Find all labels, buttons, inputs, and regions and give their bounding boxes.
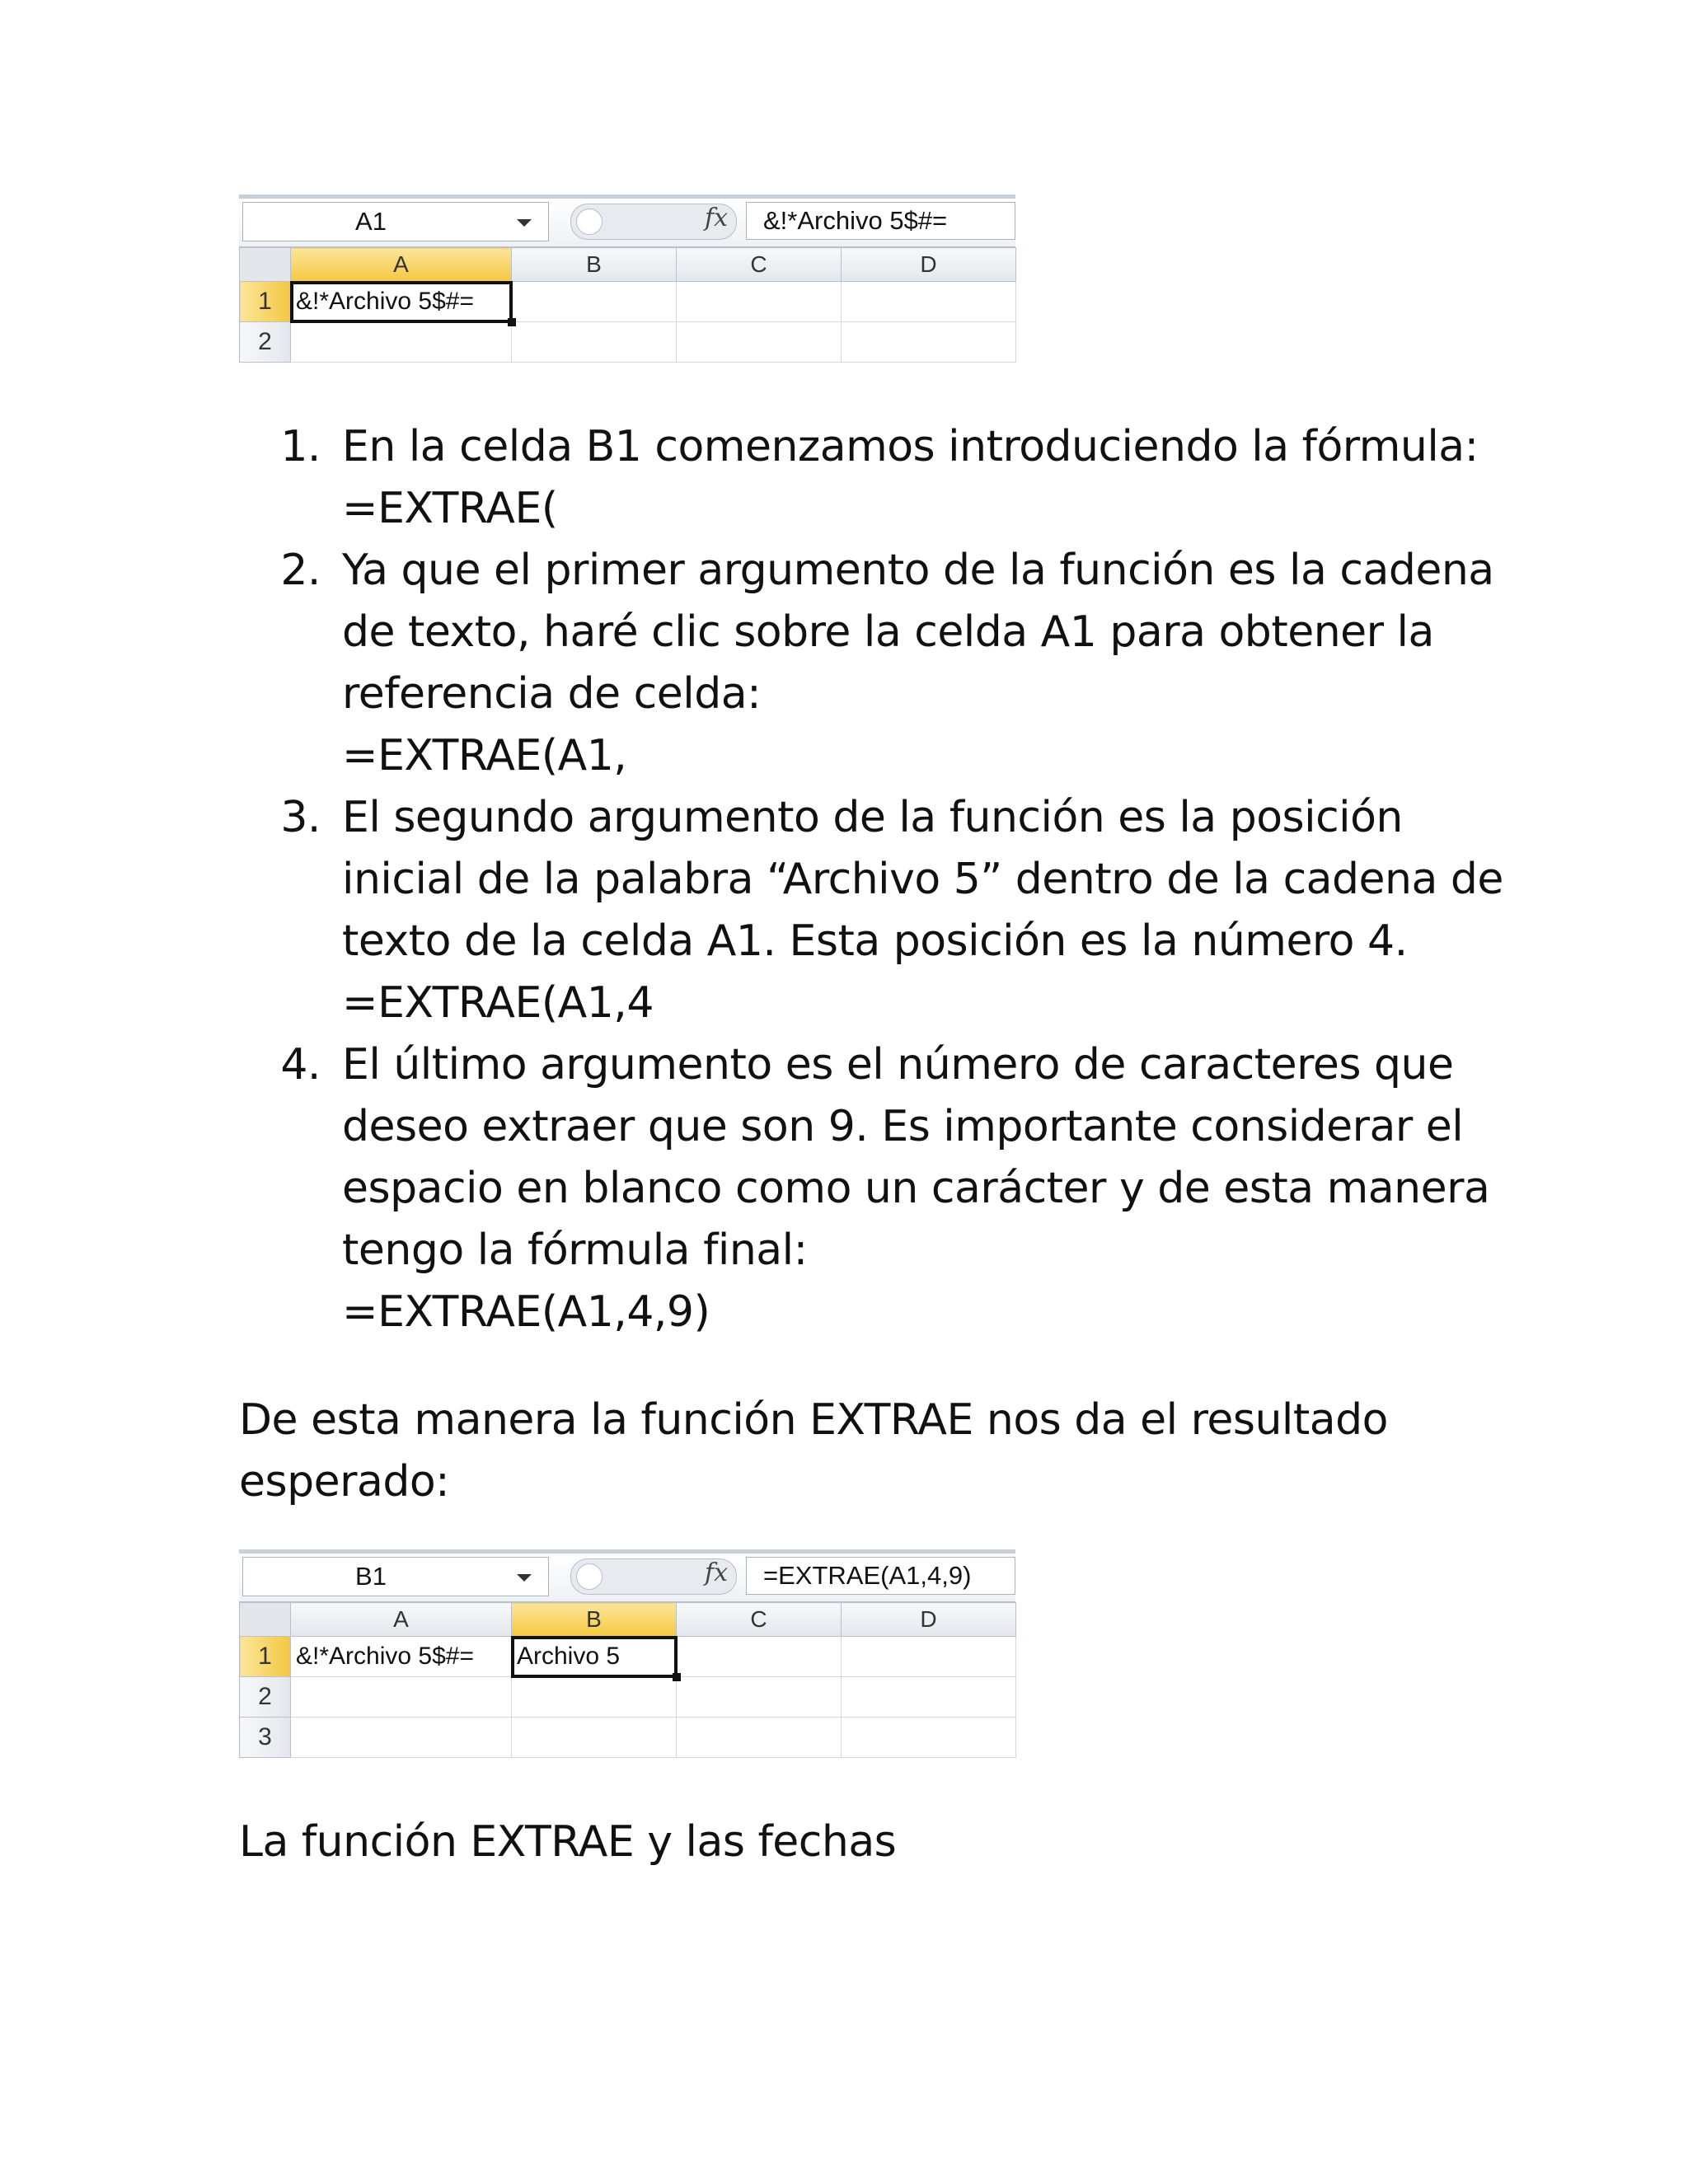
cell-a1[interactable]: &!*Archivo 5$#=: [291, 1637, 512, 1677]
cell-d3[interactable]: [842, 1718, 1016, 1758]
grid: [239, 247, 1016, 363]
cell-a2[interactable]: [291, 322, 512, 363]
select-all-corner[interactable]: [240, 248, 291, 282]
step-formula: =EXTRAE(A1,4,9): [342, 1287, 710, 1337]
table-row: [240, 1718, 1016, 1758]
step-text: En la celda B1 comenzamos introduciendo la fórmula:: [342, 422, 1479, 471]
name-box[interactable]: [242, 1557, 549, 1596]
column-header-c[interactable]: C: [677, 1603, 842, 1637]
step-text: Ya que el primer argumento de la función es la cadena de texto, haré clic sobre la celda A1 para obtener la referencia de celda:: [342, 546, 1494, 719]
cell-a2[interactable]: [291, 1677, 512, 1718]
spreadsheet-screenshot-1: [239, 194, 1015, 363]
row-header-1[interactable]: 1: [240, 1637, 291, 1677]
steps-list: [239, 416, 1523, 1343]
cell-c2[interactable]: [677, 1677, 842, 1718]
row-header-2[interactable]: 2: [240, 1677, 291, 1718]
cell-c3[interactable]: [677, 1718, 842, 1758]
table-row: [240, 282, 1016, 322]
cell-b2[interactable]: [512, 1677, 677, 1718]
table-row: [240, 1677, 1016, 1718]
cell-d1[interactable]: [842, 1637, 1016, 1677]
list-item: [334, 416, 1523, 540]
cell-a1[interactable]: &!*Archivo 5$#=: [291, 282, 512, 322]
column-header-a[interactable]: A: [291, 1603, 512, 1637]
formula-input[interactable]: [746, 1557, 1015, 1595]
insert-function-icon[interactable]: fx: [705, 1558, 729, 1587]
column-header-d[interactable]: D: [842, 1603, 1016, 1637]
step-text: El segundo argumento de la función es la posición inicial de la palabra “Archivo 5” dentro de la cadena de texto de la celda A1. Esta posición es la número 4.: [342, 793, 1503, 966]
cell-d2[interactable]: [842, 322, 1016, 363]
table-row: [240, 322, 1016, 363]
cell-b1[interactable]: Archivo 5: [512, 1637, 677, 1677]
section-heading: La función EXTRAE y las fechas: [239, 1817, 897, 1867]
chevron-down-icon[interactable]: [517, 219, 532, 227]
cell-c1[interactable]: [677, 1637, 842, 1677]
column-header-a[interactable]: A: [291, 248, 512, 282]
name-box[interactable]: [242, 202, 549, 241]
cell-d1[interactable]: [842, 282, 1016, 322]
formula-value: &!*Archivo 5$#=: [763, 206, 948, 235]
list-item: [334, 787, 1523, 1034]
step-formula: =EXTRAE(A1,4: [342, 978, 654, 1028]
cell-b1[interactable]: [512, 282, 677, 322]
name-box-value: B1: [355, 1562, 387, 1591]
formula-input[interactable]: [746, 202, 1015, 240]
grid: [239, 1602, 1016, 1758]
cell-b3[interactable]: [512, 1718, 677, 1758]
formula-bar: [239, 194, 1015, 247]
step-formula: =EXTRAE(: [342, 484, 558, 533]
table-row: [240, 1637, 1016, 1677]
cell-a3[interactable]: [291, 1718, 512, 1758]
cell-c1[interactable]: [677, 282, 842, 322]
select-all-corner[interactable]: [240, 1603, 291, 1637]
row-header-1[interactable]: 1: [240, 282, 291, 322]
column-header-c[interactable]: C: [677, 248, 842, 282]
cell-b2[interactable]: [512, 322, 677, 363]
column-header-b[interactable]: B: [512, 248, 677, 282]
row-header-3[interactable]: 3: [240, 1718, 291, 1758]
cell-c2[interactable]: [677, 322, 842, 363]
chevron-down-icon[interactable]: [517, 1574, 532, 1582]
column-header-b[interactable]: B: [512, 1603, 677, 1637]
cell-d2[interactable]: [842, 1677, 1016, 1718]
row-header-2[interactable]: 2: [240, 322, 291, 363]
step-text: El último argumento es el número de caracteres que deseo extraer que son 9. Es importante considerar el espacio en blanco como un carácter y de esta manera tengo la fórmula final:: [342, 1040, 1490, 1275]
formula-bar: [239, 1549, 1015, 1602]
list-item: [334, 1034, 1523, 1343]
insert-function-icon[interactable]: fx: [705, 204, 729, 232]
result-paragraph: De esta manera la función EXTRAE nos da el resultado esperado:: [239, 1395, 1388, 1507]
formula-value: =EXTRAE(A1,4,9): [763, 1561, 972, 1590]
name-box-value: A1: [355, 207, 387, 236]
spreadsheet-screenshot-2: [239, 1549, 1015, 1758]
steps-section: [239, 416, 1523, 1343]
list-item: [334, 540, 1523, 787]
column-header-d[interactable]: D: [842, 248, 1016, 282]
step-formula: =EXTRAE(A1,: [342, 731, 627, 780]
